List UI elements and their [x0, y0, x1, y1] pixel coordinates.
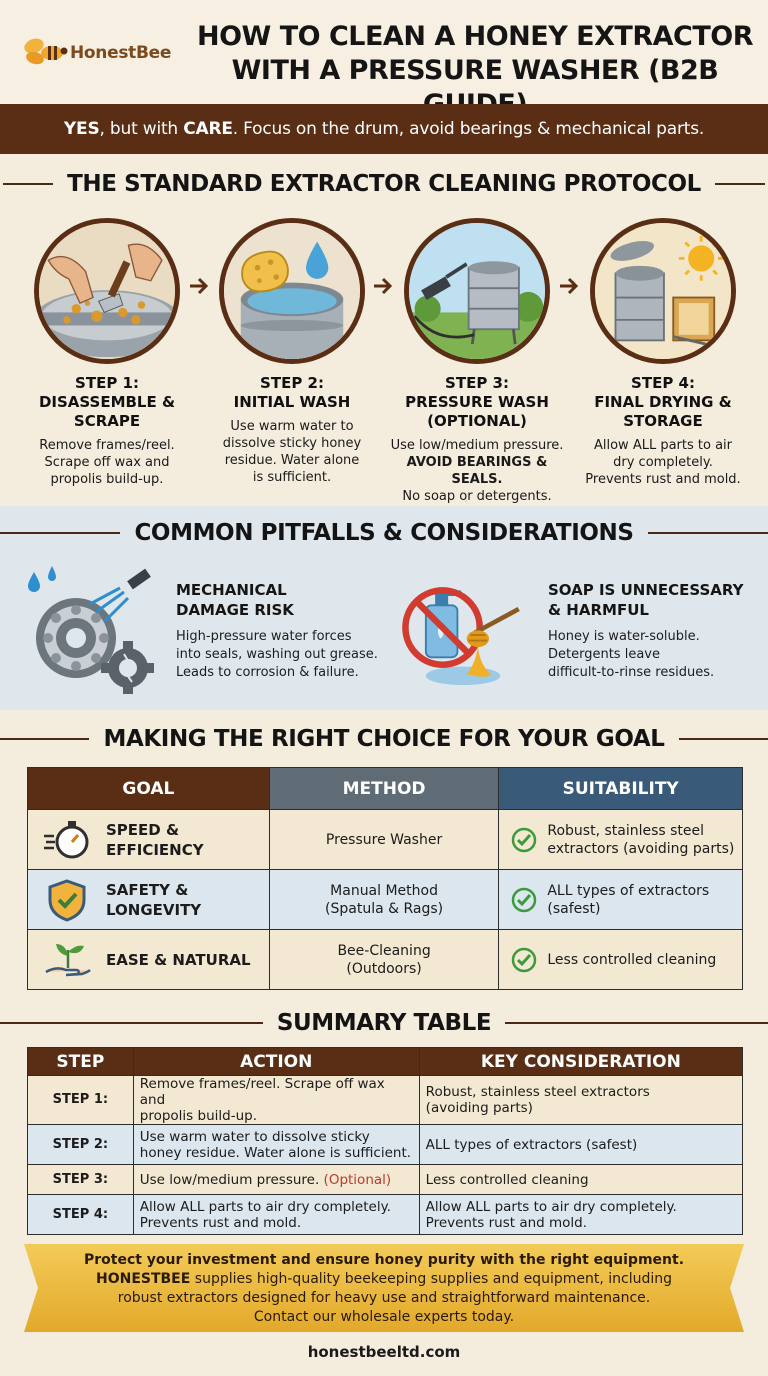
- column-header: STEP: [28, 1048, 134, 1076]
- section-title: MAKING THE RIGHT CHOICE FOR YOUR GOAL: [103, 726, 665, 752]
- summary-banner: [0, 104, 768, 154]
- table-row: [28, 1076, 743, 1125]
- method-text: (Outdoors): [346, 960, 422, 977]
- pressure-washer-illustration-icon: [404, 218, 550, 364]
- step-description: Remove frames/reel. Scrape off wax and propolis build-up.: [39, 438, 175, 487]
- step-description: Allow ALL parts to air dry completely. Prevents rust and mold.: [585, 438, 741, 487]
- logo-text: HonestBee: [70, 43, 172, 63]
- method-text: Pressure Washer: [325, 831, 443, 848]
- step-title: STEP 1: DISASSEMBLE & SCRAPE: [38, 374, 176, 430]
- table-row: [28, 1125, 743, 1165]
- banner-text: . Focus on the drum, avoid bearings & mechanical parts.: [232, 119, 705, 139]
- section-title: THE STANDARD EXTRACTOR CLEANING PROTOCOL: [67, 171, 701, 197]
- goal-label: LONGEVITY: [106, 900, 202, 919]
- step-title: STEP 3: PRESSURE WASH (OPTIONAL): [405, 374, 549, 430]
- pitfall-title: MECHANICAL DAMAGE RISK: [176, 581, 294, 619]
- step-3: [384, 218, 570, 505]
- step-cell: STEP 1:: [28, 1076, 134, 1125]
- suitability-text: Less controlled cleaning: [547, 951, 717, 968]
- section-heading-summary: [0, 1006, 768, 1040]
- section-heading-choice: [0, 722, 768, 756]
- step-title: STEP 2: INITIAL WASH: [233, 374, 351, 411]
- section-heading-protocol: [0, 167, 768, 201]
- action-cell: Use low/medium pressure. (Optional): [133, 1165, 419, 1195]
- column-header: KEY CONSIDERATION: [419, 1048, 742, 1076]
- header: [0, 0, 768, 104]
- cta-ribbon: [24, 1244, 744, 1334]
- step-description: Use warm water to dissolve sticky honey residue. Water alone is sufficient.: [222, 419, 362, 485]
- suitability-text: ALL types of extractors: [547, 882, 710, 899]
- table-row: [28, 1195, 743, 1235]
- pitfalls-section: [0, 506, 768, 710]
- column-header: SUITABILITY: [499, 768, 743, 810]
- column-header: METHOD: [269, 768, 499, 810]
- suitability-text: (safest): [547, 900, 601, 917]
- key-cell: Allow ALL parts to air dry completely. Prevents rust and mold.: [419, 1195, 742, 1235]
- check-circle-icon: [511, 947, 537, 973]
- table-row: [28, 870, 743, 930]
- goal-label: SPEED &: [106, 820, 180, 839]
- goal-comparison-table: [27, 767, 743, 990]
- column-header: GOAL: [28, 768, 270, 810]
- stopwatch-icon: [42, 818, 92, 862]
- title-line: HOW TO CLEAN A HONEY EXTRACTOR: [196, 21, 754, 52]
- cta-text: Protect your investment and ensure honey purity with the right equipment. HONESTBEE supplies high-quality beekeeping supplies and equipment, including robust extractors designed for heavy use and straightforward maintenance. Contact our wholesale experts today.: [83, 1252, 685, 1325]
- step-description: Use low/medium pressure. AVOID BEARINGS & SEALS. No soap or detergents.: [390, 438, 564, 504]
- drying-storage-illustration-icon: [590, 218, 736, 364]
- bearing-gear-damage-icon: [24, 564, 154, 694]
- goal-label: EASE & NATURAL: [106, 950, 251, 969]
- summary-table: [27, 1047, 743, 1235]
- step-4: [570, 218, 756, 488]
- hand-plant-icon: [42, 938, 92, 982]
- method-text: Bee-Cleaning: [337, 942, 431, 959]
- bee-logo-icon: [22, 36, 68, 70]
- table-header-row: [28, 1048, 743, 1076]
- section-title: SUMMARY TABLE: [276, 1010, 492, 1036]
- method-text: (Spatula & Rags): [325, 900, 444, 917]
- section-heading-pitfalls: [0, 516, 768, 550]
- wash-illustration-icon: [219, 218, 365, 364]
- section-title: COMMON PITFALLS & CONSIDERATIONS: [134, 520, 634, 546]
- table-row: [28, 1165, 743, 1195]
- suitability-text: Robust, stainless steel: [547, 822, 705, 839]
- key-cell: Less controlled cleaning: [419, 1165, 742, 1195]
- check-circle-icon: [511, 887, 537, 913]
- check-circle-icon: [511, 827, 537, 853]
- suitability-text: extractors (avoiding parts): [547, 840, 735, 857]
- method-text: Manual Method: [330, 882, 438, 899]
- action-cell: Remove frames/reel. Scrape off wax and propolis build-up.: [133, 1076, 419, 1125]
- step-cell: STEP 2:: [28, 1125, 134, 1165]
- action-cell: Allow ALL parts to air dry completely. Prevents rust and mold.: [133, 1195, 419, 1235]
- title-line: WITH A PRESSURE WASHER (B2B: [231, 55, 719, 86]
- step-2: [199, 218, 385, 486]
- website-link[interactable]: honestbeeltd.com: [307, 1343, 461, 1361]
- key-cell: ALL types of extractors (safest): [419, 1125, 742, 1165]
- table-row: [28, 930, 743, 990]
- banner-text: , but with: [99, 119, 184, 139]
- no-soap-honey-icon: [398, 570, 528, 700]
- banner-care: CARE: [183, 119, 233, 139]
- goal-label: SAFETY &: [106, 880, 189, 899]
- action-cell: Use warm water to dissolve sticky honey residue. Water alone is sufficient.: [133, 1125, 419, 1165]
- column-header: ACTION: [133, 1048, 419, 1076]
- step-cell: STEP 4:: [28, 1195, 134, 1235]
- pitfall-title: SOAP IS UNNECESSARY & HARMFUL: [548, 581, 744, 619]
- step-title: STEP 4: FINAL DRYING & STORAGE: [594, 374, 732, 430]
- scrape-illustration-icon: [34, 218, 180, 364]
- logo[interactable]: [22, 36, 171, 70]
- shield-check-icon: [42, 878, 92, 922]
- step-1: [14, 218, 200, 488]
- goal-label: EFFICIENCY: [106, 840, 204, 859]
- table-row: [28, 810, 743, 870]
- pitfall-description: High-pressure water forces into seals, washing out grease. Leads to corrosion & failure.: [176, 629, 378, 680]
- key-cell: Robust, stainless steel extractors (avoiding parts): [419, 1076, 742, 1125]
- table-header-row: [28, 768, 743, 810]
- step-cell: STEP 3:: [28, 1165, 134, 1195]
- optional-tag: (Optional): [323, 1171, 392, 1188]
- banner-yes: YES: [63, 119, 100, 139]
- pitfall-description: Honey is water-soluble. Detergents leave difficult-to-rinse residues.: [548, 629, 715, 680]
